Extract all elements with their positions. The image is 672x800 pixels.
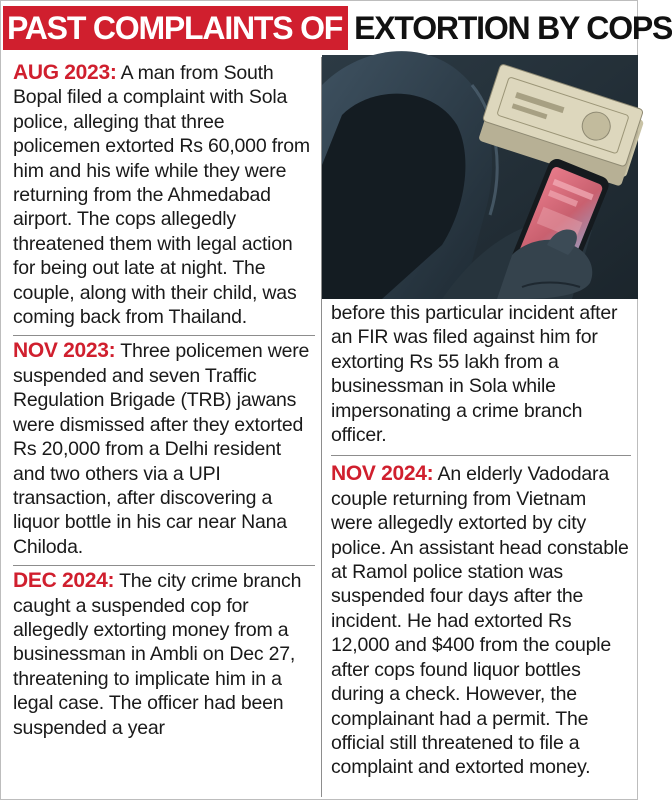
entry-dec-2024	[13, 566, 315, 746]
entry-nov-2023	[13, 336, 315, 565]
entry-date: AUG 2023:	[13, 61, 117, 84]
entry-text: A man from South Bopal filed a complaint with Sola police, alleging that three policemen extorted Rs 60,000 from him and his wife while they were returning from the Ahmedabad airport. The cops allegedly threatened them with legal action for being out late at night. The couple, along with their child, was coming back from Thailand.	[13, 62, 310, 329]
entry-nov-2024	[331, 456, 631, 779]
left-column	[1, 61, 321, 746]
headline-red-block: PAST COMPLAINTS OF	[3, 6, 348, 50]
entry-date: NOV 2023:	[13, 339, 116, 363]
entry-text-continued: before this particular incident after an FIR was filed against him for extorting Rs 55 lakh from a businessman in Sola while impersonating a crime branch officer.	[331, 302, 618, 447]
right-column	[323, 301, 637, 780]
entry-aug-2023	[13, 61, 315, 335]
headline-black-text: EXTORTION BY COPS	[354, 9, 672, 46]
headline	[1, 1, 672, 55]
entry-text: The city crime branch caught a suspended cop for allegedly extorting money from a businessman in Ambli on Dec 27, threatening to implicate him in a legal case. The officer had been suspended a year	[13, 570, 302, 739]
entry-date: NOV 2024:	[331, 462, 434, 486]
entry-text: Three policemen were suspended and seven Traffic Regulation Brigade (TRB) jawans were dismissed after they extorted Rs 20,000 from a Delhi resident and two others via a UPI transaction, after discovering a liquor bottle in his car near Nana Chiloda.	[13, 340, 310, 558]
entry-date: DEC 2024:	[13, 569, 115, 593]
entry-text: An elderly Vadodara couple returning from Vietnam were allegedly extorted by city police. An assistant head constable at Ramol police station was suspended four days after the incident. He had extorted Rs 12,000 and $400 from the couple after cops found liquor bottles during a check. However, the complainant had a permit. The official still threatened to file a complaint and extorted money.	[331, 463, 629, 779]
hooded-figure-phone-money-icon	[322, 55, 638, 299]
entry-dec-2024-continued	[331, 301, 631, 455]
